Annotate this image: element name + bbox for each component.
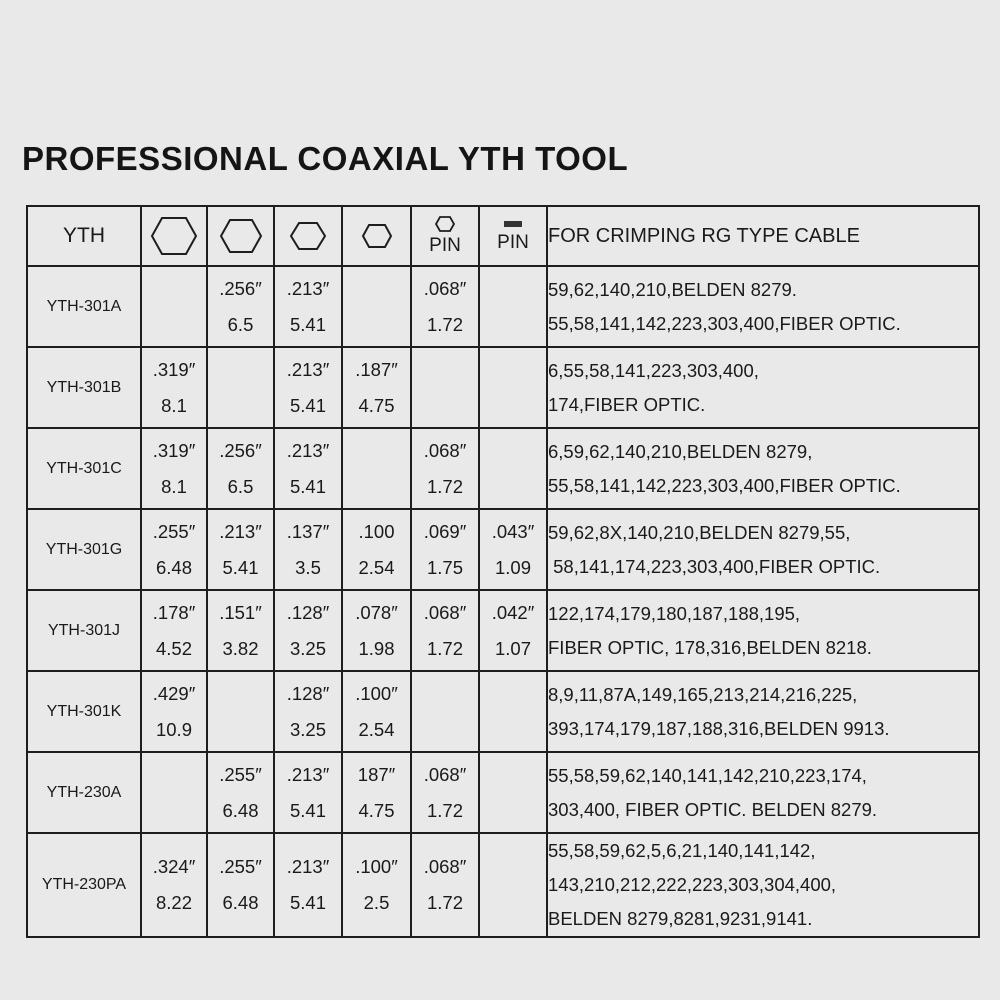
cable-list-cell: [547, 347, 979, 428]
size-mm: 6.48: [155, 556, 192, 578]
size-cell: [141, 833, 207, 937]
size-mm: [480, 388, 546, 424]
size-inch: .255″: [219, 856, 262, 877]
size-inch: .137″: [286, 520, 330, 542]
size-cell: [274, 266, 342, 347]
size-mm: 1.98: [358, 637, 395, 659]
cable-list-line: 303,400, FIBER OPTIC. BELDEN 8279.: [548, 798, 878, 820]
hexagon-medium-icon: [289, 221, 327, 251]
cable-list-line: 55,58,59,62,5,6,21,140,141,142,: [548, 840, 816, 861]
size-inch: .319″: [152, 358, 196, 380]
cable-list-line: 55,58,141,142,223,303,400,FIBER OPTIC.: [548, 312, 901, 334]
size-cell: [342, 590, 411, 671]
size-inch: [480, 849, 546, 885]
size-mm: [208, 712, 273, 748]
size-mm: 1.09: [494, 556, 531, 578]
size-mm: [480, 469, 546, 505]
size-mm: 6.5: [227, 475, 254, 497]
size-cell: [274, 509, 342, 590]
hexagon-small-icon: [361, 223, 393, 249]
size-mm: [412, 388, 478, 424]
size-mm: 6.48: [222, 892, 259, 913]
size-cell: [342, 428, 411, 509]
pin-label: PIN: [429, 235, 461, 256]
size-cell: [342, 671, 411, 752]
size-inch: [142, 757, 206, 793]
size-inch: .100″: [355, 856, 398, 877]
size-inch: .068″: [423, 763, 467, 785]
size-cell: [274, 752, 342, 833]
cable-list-line: 393,174,179,187,188,316,BELDEN 9913.: [548, 717, 890, 739]
size-mm: 1.72: [426, 799, 463, 821]
size-inch: .069″: [423, 520, 467, 542]
size-mm: 5.41: [222, 556, 259, 578]
hex-small-header: [342, 206, 411, 266]
cable-list-line: 58,141,174,223,303,400,FIBER OPTIC.: [548, 555, 881, 577]
size-mm: [480, 307, 546, 343]
size-inch: .043″: [491, 520, 535, 542]
cable-list-cell: [547, 266, 979, 347]
hex-medium-header: [274, 206, 342, 266]
size-inch: [480, 757, 546, 793]
size-mm: 4.75: [358, 394, 395, 416]
table-row: [27, 347, 979, 428]
size-inch: .213″: [286, 439, 330, 461]
size-mm: 2.54: [358, 718, 395, 740]
size-mm: 1.72: [426, 892, 463, 913]
description-header: FOR CRIMPING RG TYPE CABLE: [547, 206, 979, 266]
cable-list-line: 6,55,58,141,223,303,400,: [548, 359, 759, 381]
size-cell: [207, 671, 274, 752]
size-cell: [411, 428, 479, 509]
table-row: [27, 266, 979, 347]
size-cell: [479, 833, 547, 937]
size-cell: [207, 509, 274, 590]
size-inch: [343, 271, 410, 307]
size-inch: .078″: [355, 601, 398, 623]
table-row: [27, 590, 979, 671]
table-row: [27, 428, 979, 509]
size-mm: [208, 388, 273, 424]
size-cell: [479, 509, 547, 590]
size-cell: [207, 752, 274, 833]
rectangle-pin-icon: [501, 218, 525, 230]
size-cell: [342, 752, 411, 833]
size-mm: 5.41: [289, 394, 326, 416]
size-cell: [274, 590, 342, 671]
table-row: [27, 509, 979, 590]
size-mm: 6.5: [227, 313, 254, 335]
size-inch: [208, 352, 273, 388]
cable-list-line: 59,62,8X,140,210,BELDEN 8279,55,: [548, 521, 851, 543]
size-cell: [207, 833, 274, 937]
pin-hex-header: [411, 206, 479, 266]
size-cell: [411, 509, 479, 590]
header-row: [27, 206, 979, 266]
cable-list-cell: [547, 833, 979, 937]
size-inch: .151″: [219, 601, 262, 623]
size-cell: [141, 509, 207, 590]
size-mm: 3.82: [222, 637, 259, 659]
size-cell: [141, 752, 207, 833]
size-cell: [411, 833, 479, 937]
size-cell: [479, 266, 547, 347]
cable-list-cell: [547, 509, 979, 590]
size-cell: [342, 266, 411, 347]
size-cell: [207, 347, 274, 428]
size-inch: [412, 676, 478, 712]
size-mm: 8.1: [161, 394, 187, 416]
cable-list-line: 55,58,59,62,140,141,142,210,223,174,: [548, 764, 867, 786]
hex-xl-header: [141, 206, 207, 266]
size-inch: .256″: [219, 277, 262, 299]
size-cell: [479, 428, 547, 509]
size-inch: .100: [358, 520, 395, 542]
size-inch: .068″: [423, 601, 467, 623]
pin-label: PIN: [497, 232, 529, 253]
hexagon-xl-icon: [150, 216, 198, 256]
cable-list-cell: [547, 428, 979, 509]
size-inch: .429″: [152, 682, 196, 704]
document-title: PROFESSIONAL COAXIAL YTH TOOL: [22, 140, 629, 177]
size-inch: .255″: [219, 763, 262, 785]
size-inch: .068″: [423, 856, 467, 877]
size-mm: [343, 307, 410, 343]
size-cell: [207, 590, 274, 671]
size-inch: .255″: [152, 520, 196, 542]
size-inch: .319″: [152, 439, 196, 461]
size-inch: [480, 433, 546, 469]
size-cell: [342, 509, 411, 590]
size-inch: [343, 433, 410, 469]
size-mm: 1.72: [426, 475, 463, 497]
size-cell: [141, 266, 207, 347]
size-mm: 1.75: [426, 556, 463, 578]
size-cell: [411, 266, 479, 347]
size-inch: .128″: [286, 601, 330, 623]
hex-large-header: [207, 206, 274, 266]
size-inch: .178″: [152, 601, 196, 623]
size-inch: .068″: [423, 277, 467, 299]
size-mm: 1.72: [426, 313, 463, 335]
size-cell: [141, 671, 207, 752]
model-cell: YTH-301J: [27, 590, 141, 671]
size-inch: [142, 271, 206, 307]
size-mm: 5.41: [289, 892, 326, 913]
size-inch: .128″: [286, 682, 330, 704]
size-mm: 2.54: [358, 556, 395, 578]
size-inch: [480, 352, 546, 388]
size-mm: 10.9: [155, 718, 192, 740]
cable-list-cell: [547, 752, 979, 833]
size-cell: [207, 428, 274, 509]
size-mm: [480, 793, 546, 829]
size-cell: [274, 428, 342, 509]
size-inch: .213″: [286, 856, 330, 877]
size-cell: [411, 590, 479, 671]
size-cell: [141, 347, 207, 428]
size-cell: [342, 833, 411, 937]
size-mm: [480, 885, 546, 921]
size-mm: 1.07: [494, 637, 531, 659]
table-row: [27, 671, 979, 752]
size-cell: [479, 347, 547, 428]
model-cell: YTH-301C: [27, 428, 141, 509]
model-cell: YTH-230A: [27, 752, 141, 833]
table-row: [27, 833, 979, 937]
size-mm: [142, 307, 206, 343]
cable-list-line: 55,58,141,142,223,303,400,FIBER OPTIC.: [548, 474, 901, 496]
pin-rect-header: [479, 206, 547, 266]
cable-list-line: FIBER OPTIC, 178,316,BELDEN 8218.: [548, 636, 872, 658]
size-inch: .100″: [355, 682, 398, 704]
hexagon-large-icon: [219, 218, 263, 254]
size-cell: [411, 347, 479, 428]
size-mm: 3.25: [289, 637, 326, 659]
cable-list-line: 6,59,62,140,210,BELDEN 8279,: [548, 440, 813, 462]
size-inch: .213″: [286, 277, 330, 299]
size-cell: [479, 590, 547, 671]
size-cell: [479, 752, 547, 833]
size-mm: 1.72: [426, 637, 463, 659]
size-inch: .256″: [219, 439, 262, 461]
size-inch: .068″: [423, 439, 467, 461]
size-inch: .213″: [286, 358, 330, 380]
model-cell: YTH-301B: [27, 347, 141, 428]
cable-list-line: BELDEN 8279,8281,9231,9141.: [548, 908, 813, 929]
size-mm: 8.22: [155, 892, 192, 913]
size-mm: [142, 793, 206, 829]
size-cell: [411, 671, 479, 752]
size-cell: [141, 428, 207, 509]
size-inch: .187″: [355, 358, 398, 380]
size-mm: 8.1: [161, 475, 187, 497]
model-cell: YTH-301G: [27, 509, 141, 590]
table-row: [27, 752, 979, 833]
size-cell: [342, 347, 411, 428]
size-inch: 187″: [357, 763, 396, 785]
size-mm: 3.5: [295, 556, 321, 578]
model-cell: YTH-301K: [27, 671, 141, 752]
size-cell: [274, 347, 342, 428]
size-inch: .213″: [286, 763, 330, 785]
size-mm: [343, 469, 410, 505]
size-mm: 3.25: [289, 718, 326, 740]
spec-table: [26, 205, 980, 938]
size-inch: .042″: [491, 601, 535, 623]
size-cell: [479, 671, 547, 752]
size-inch: .324″: [152, 856, 196, 877]
size-cell: [411, 752, 479, 833]
size-mm: 5.41: [289, 475, 326, 497]
size-cell: [274, 671, 342, 752]
size-mm: 6.48: [222, 799, 259, 821]
size-mm: 5.41: [289, 313, 326, 335]
cable-list-line: 174,FIBER OPTIC.: [548, 393, 706, 415]
size-mm: 4.52: [155, 637, 192, 659]
size-mm: 4.75: [358, 799, 395, 821]
size-cell: [207, 266, 274, 347]
size-mm: 5.41: [289, 799, 326, 821]
model-cell: YTH-230PA: [27, 833, 141, 937]
cable-list-line: 122,174,179,180,187,188,195,: [548, 602, 801, 624]
cable-list-line: 59,62,140,210,BELDEN 8279.: [548, 278, 797, 300]
size-cell: [141, 590, 207, 671]
model-header: YTH: [27, 206, 141, 266]
size-inch: [208, 676, 273, 712]
cable-list-line: 143,210,212,222,223,303,304,400,: [548, 874, 837, 895]
cable-list-cell: [547, 590, 979, 671]
size-mm: 2.5: [363, 892, 390, 913]
cable-list-line: 8,9,11,87A,149,165,213,214,216,225,: [548, 683, 858, 705]
cable-list-cell: [547, 671, 979, 752]
model-cell: YTH-301A: [27, 266, 141, 347]
size-mm: [412, 712, 478, 748]
size-mm: [480, 712, 546, 748]
size-inch: [412, 352, 478, 388]
size-inch: .213″: [219, 520, 262, 542]
size-inch: [480, 271, 546, 307]
hexagon-tiny-icon: [434, 215, 456, 233]
size-cell: [274, 833, 342, 937]
size-inch: [480, 676, 546, 712]
